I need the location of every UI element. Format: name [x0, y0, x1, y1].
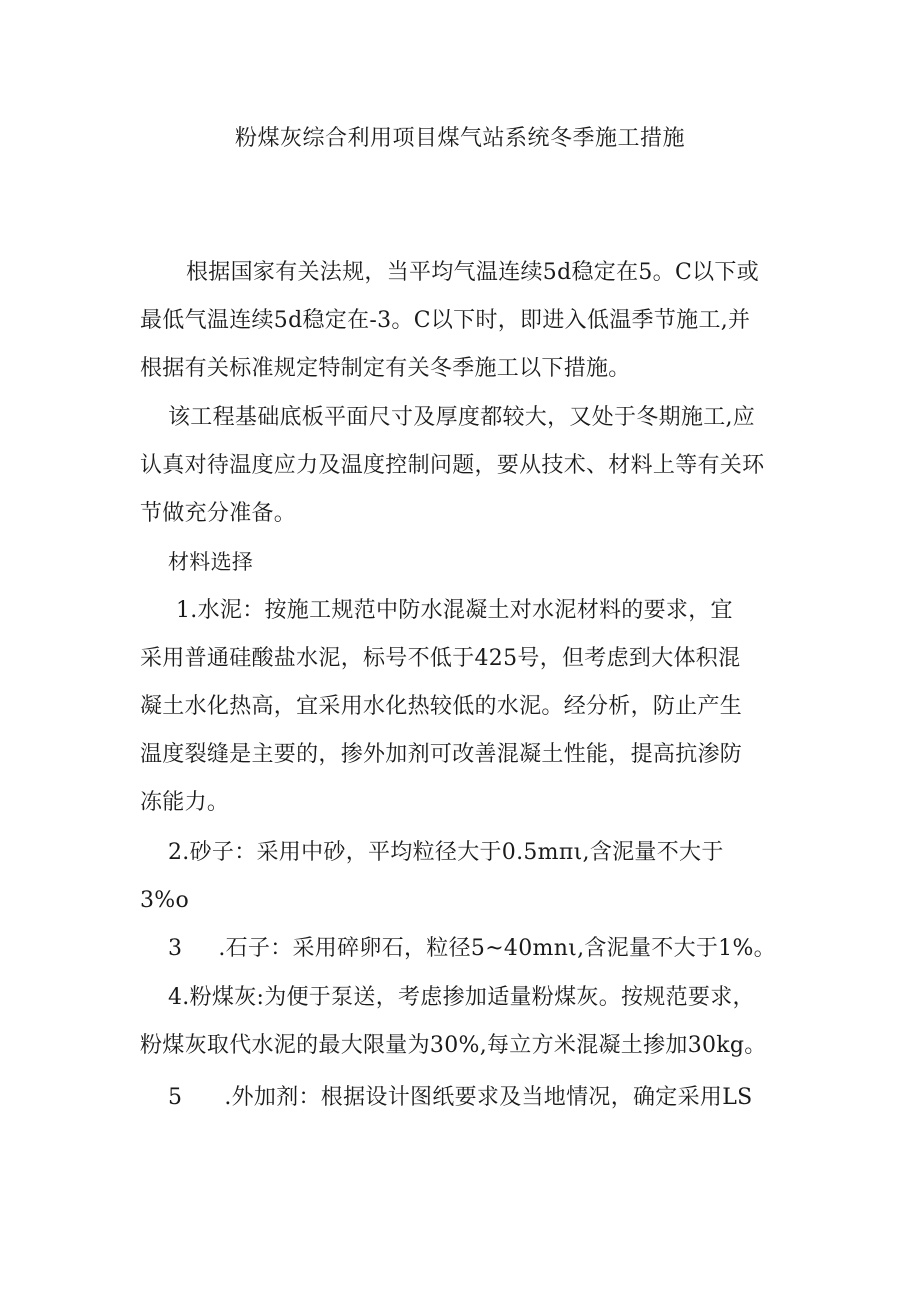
item-2-line-2: 3%o	[140, 888, 190, 913]
item-5-line	[168, 1083, 753, 1113]
item-3-number: 3	[168, 936, 183, 961]
item-4-line-1: 4.粉煤灰:为便于泵送，考虑掺加适量粉煤灰。按规范要求，	[168, 985, 755, 1010]
item-2-line-1: 2.砂子：采用中砂，平均粒径大于0.5mπι,含泥量不大于	[168, 840, 724, 865]
paragraph-2-line-1: 该工程基础底板平面尺寸及厚度都较大，又处于冬期施工,应	[168, 405, 756, 430]
paragraph-2-line-3: 节做充分准备。	[140, 501, 297, 526]
item-1-line-5: 冻能力。	[140, 790, 230, 815]
document-title: 粉煤灰综合利用项目煤气站系统冬季施工措施	[234, 126, 685, 151]
item-5-text: .外加剂：根据设计图纸要求及当地情况，确定采用LS	[224, 1085, 753, 1110]
paragraph-1-line-1: 根据国家有关法规，当平均气温连续5d稳定在5。C以下或	[186, 260, 760, 285]
item-1-line-3: 凝土水化热高，宜采用水化热较低的水泥。经分析，防止产生	[140, 694, 743, 719]
item-1-line-1: 1.水泥：按施工规范中防水混凝土对水泥材料的要求，宜	[176, 598, 733, 623]
paragraph-2-line-2: 认真对待温度应力及温度控制问题，要从技术、材料上等有关环	[140, 453, 765, 478]
item-4-line-2: 粉煤灰取代水泥的最大限量为30%,每立方米混凝土掺加30kg。	[140, 1033, 767, 1058]
item-3-line	[168, 934, 776, 964]
item-3-text: .石子：采用碎卵石，粒径5~40mnι,含泥量不大于1%。	[218, 936, 776, 961]
item-1-line-2: 采用普通硅酸盐水泥，标号不低于425号，但考虑到大体积混	[140, 646, 741, 671]
section-heading: 材料选择	[168, 550, 254, 574]
item-5-number: 5	[168, 1085, 183, 1110]
item-1-line-4: 温度裂缝是主要的，掺外加剂可改善混凝土性能，提高抗渗防	[140, 742, 743, 767]
paragraph-1-line-2: 最低气温连续5d稳定在-3。C以下时，即进入低温季节施工,并	[140, 308, 751, 333]
paragraph-1-line-3: 根据有关标准规定特制定有关冬季施工以下措施。	[140, 356, 631, 381]
